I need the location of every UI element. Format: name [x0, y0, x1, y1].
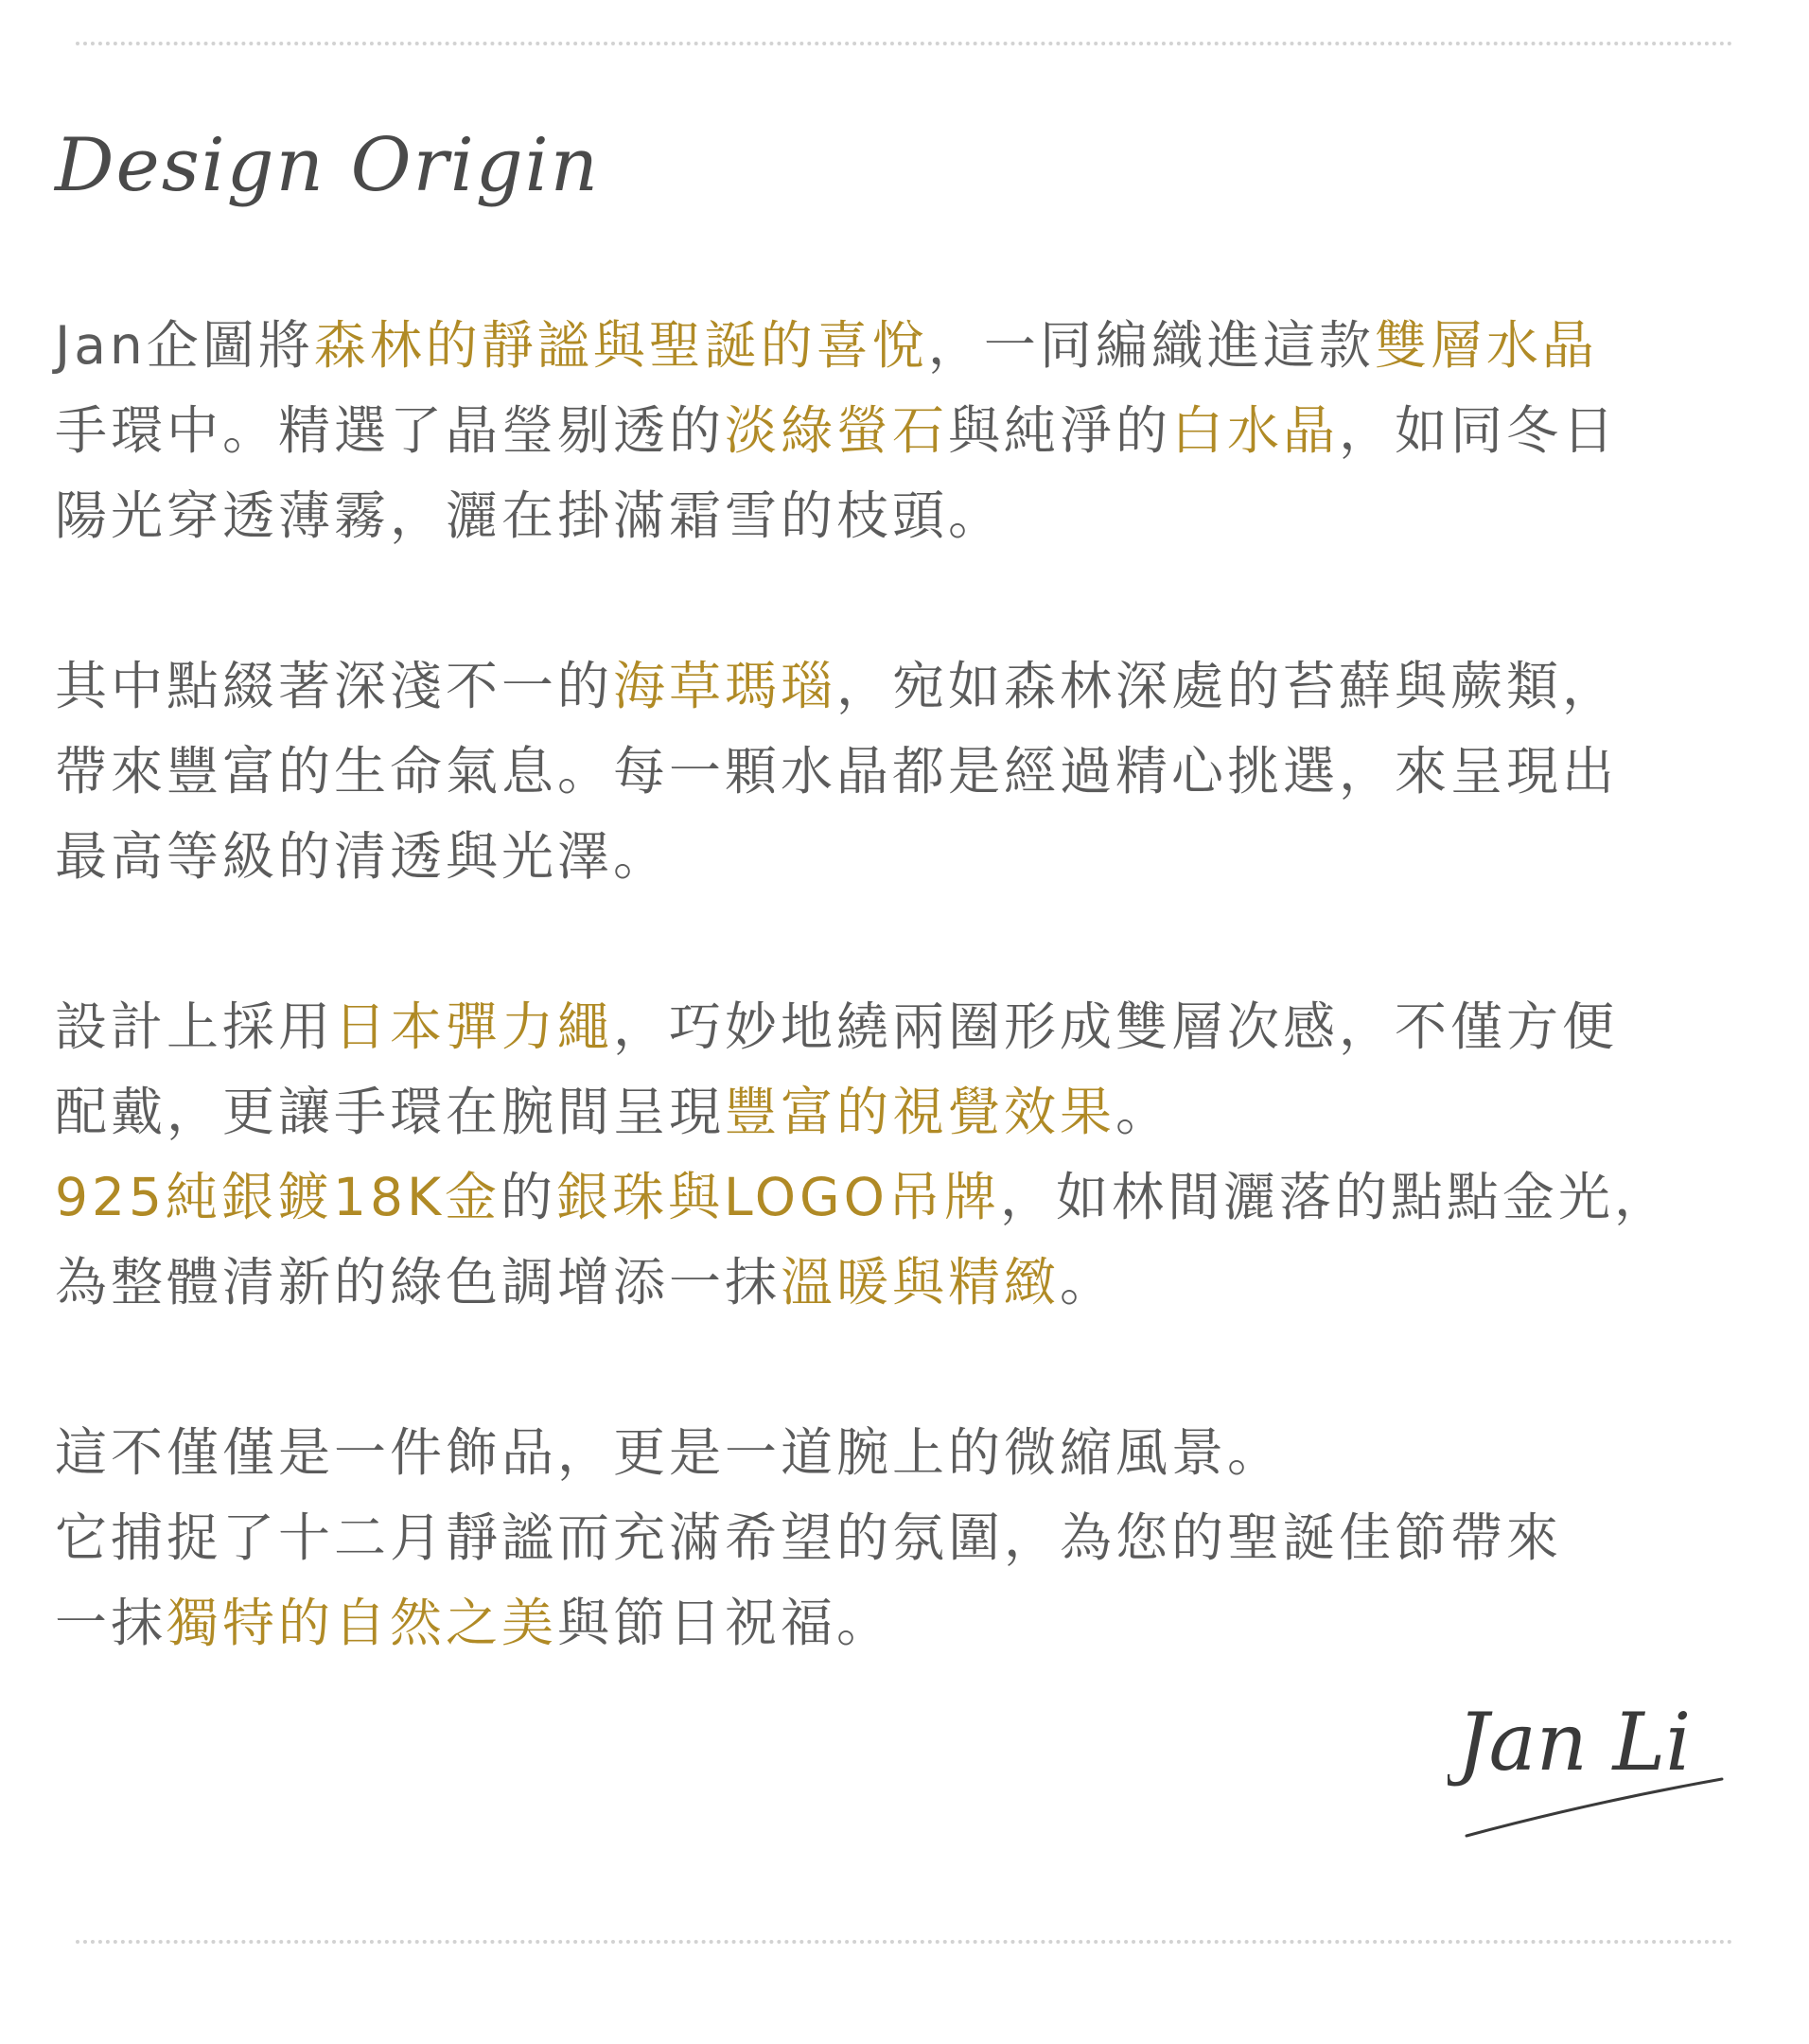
text-line: [55, 1410, 1767, 1495]
bottom-dotted-divider: [76, 1940, 1733, 1944]
highlight-text: 獨特的自然之美: [167, 1593, 558, 1653]
body-text: 為整體清新的綠色調增添一抹: [55, 1252, 782, 1313]
highlight-text: 日本彈力繩: [334, 996, 614, 1057]
body-text: ，如林間灑落的點點金光，: [999, 1167, 1670, 1227]
body-text: ，宛如森林深處的苔蘚與蕨類，: [836, 656, 1619, 716]
body-text: 這不僅僅是一件飾品，更是一道腕上的微縮風景。: [55, 1422, 1284, 1483]
text-line: [55, 814, 1767, 899]
paragraph: [55, 303, 1767, 558]
text-line: [55, 984, 1767, 1069]
top-dotted-divider: [76, 42, 1733, 45]
signature: [1448, 1665, 1731, 1855]
body-text: 配戴，更讓手環在腕間呈現: [55, 1082, 726, 1142]
text-line: [55, 388, 1767, 473]
highlight-text: 森林的靜謐與聖誕的喜悅: [313, 315, 928, 376]
body-text: 手環中。精選了晶瑩剔透的: [55, 400, 726, 461]
text-line: [55, 473, 1767, 558]
text-line: [55, 1240, 1767, 1325]
body-text: 。: [1115, 1082, 1172, 1142]
body-text: 最高等級的清透與光澤。: [55, 826, 670, 887]
text-line: [55, 1069, 1767, 1154]
text-line: [55, 303, 1767, 388]
body-text: 與純淨的: [948, 400, 1172, 461]
text-line: [55, 643, 1767, 729]
signature-text: Jan Li: [1457, 1696, 1692, 1788]
text-line: [55, 729, 1767, 814]
highlight-text: 溫暖與精緻: [781, 1252, 1061, 1313]
body-text: 一抹: [55, 1593, 167, 1653]
body-text: 設計上採用: [55, 996, 335, 1057]
body-text: 其中點綴著深淺不一的: [55, 656, 614, 716]
body-text: Jan企圖將: [55, 315, 314, 376]
body-text: ，一同編織進這款: [927, 315, 1375, 376]
text-line: [55, 1154, 1767, 1240]
highlight-text: 海草瑪瑙: [613, 656, 837, 716]
body-text: 。: [1060, 1252, 1116, 1313]
body-text: 它捕捉了十二月靜謐而充滿希望的氛圍，為您的聖誕佳節帶來: [55, 1507, 1563, 1568]
paragraph: [55, 643, 1767, 899]
text-line: [55, 1580, 1767, 1665]
highlight-text: 925純銀鍍18K金: [55, 1167, 501, 1227]
story-text: [55, 303, 1767, 1751]
body-text: ，如同冬日: [1339, 400, 1619, 461]
highlight-text: 豐富的視覺效果: [725, 1082, 1116, 1142]
paragraph: [55, 1410, 1767, 1665]
highlight-text: 銀珠與LOGO吊牌: [556, 1167, 1000, 1227]
highlight-text: 白水晶: [1171, 400, 1340, 461]
body-text: ，巧妙地繞兩圈形成雙層次感，不僅方便: [613, 996, 1619, 1057]
section-heading: Design Origin: [55, 123, 600, 208]
highlight-text: 雙層水晶: [1374, 315, 1598, 376]
body-text: 陽光穿透薄霧，灑在掛滿霜雪的枝頭。: [55, 485, 1005, 546]
body-text: 帶來豐富的生命氣息。每一顆水晶都是經過精心挑選，來呈現出: [55, 741, 1619, 802]
text-line: [55, 1495, 1767, 1580]
body-text: 與節日祝福。: [557, 1593, 893, 1653]
body-text: 的: [501, 1167, 557, 1227]
paragraph: [55, 984, 1767, 1325]
highlight-text: 淡綠螢石: [725, 400, 949, 461]
